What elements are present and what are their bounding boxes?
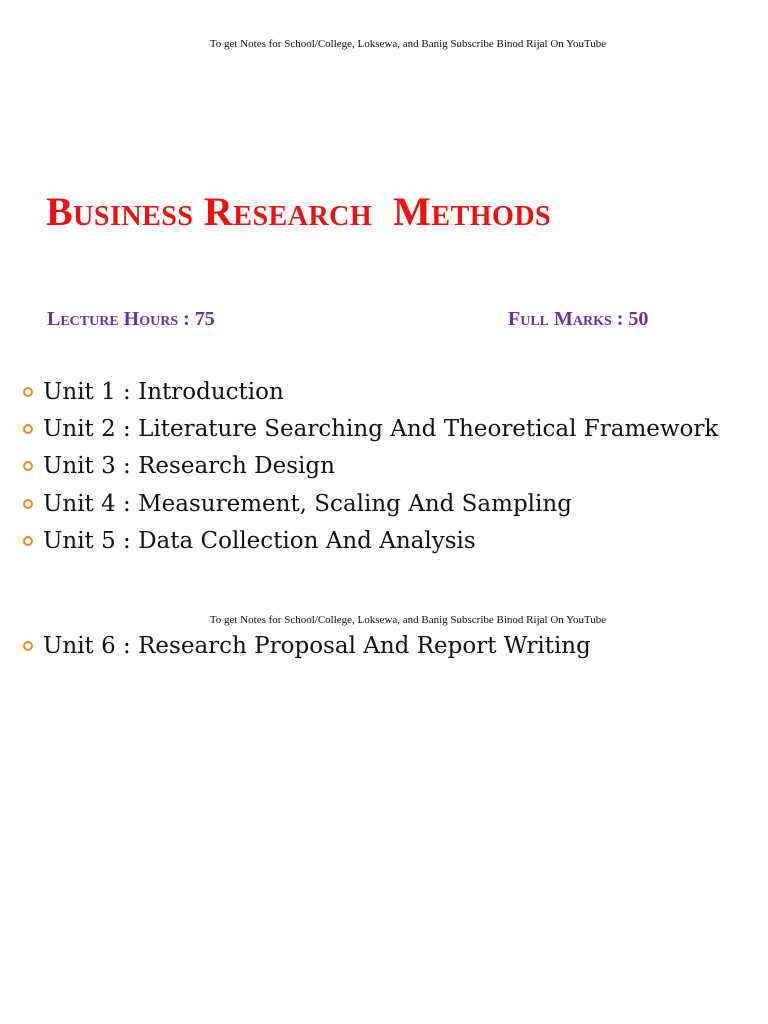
unit-list (22, 373, 718, 559)
subscribe-notice-top: To get Notes for School/College, Loksewa, and Banig Subscribe Binod Rijal On YouTube (209, 38, 607, 50)
list-item (22, 485, 718, 522)
bullet-circle-icon (23, 641, 33, 651)
unit-label: Unit 1 : Introduction (43, 378, 284, 405)
bullet-circle-icon (23, 536, 33, 546)
list-item (22, 373, 718, 410)
unit-label: Unit 2 : Literature Searching And Theoretical Framework (43, 415, 719, 442)
bullet-circle-icon (23, 387, 33, 397)
list-item (22, 410, 718, 447)
unit-label: Unit 3 : Research Design (43, 453, 335, 480)
subscribe-notice-middle: To get Notes for School/College, Loksewa, and Banig Subscribe Binod Rijal On YouTube (209, 614, 607, 626)
lecture-hours: Lecture Hours : 75 (47, 308, 215, 330)
bullet-circle-icon (23, 424, 33, 434)
full-marks: Full Marks : 50 (508, 308, 649, 330)
list-item (22, 627, 591, 664)
page-title: Business Research Methods (46, 189, 552, 234)
unit-label: Unit 4 : Measurement, Scaling And Sampling (43, 490, 572, 517)
unit-label: Unit 6 : Research Proposal And Report Writing (43, 632, 591, 659)
list-item (22, 448, 718, 485)
unit-label: Unit 5 : Data Collection And Analysis (43, 527, 476, 554)
unit-list-continued (22, 627, 591, 664)
bullet-circle-icon (23, 461, 33, 471)
bullet-circle-icon (23, 499, 33, 509)
list-item (22, 522, 718, 559)
